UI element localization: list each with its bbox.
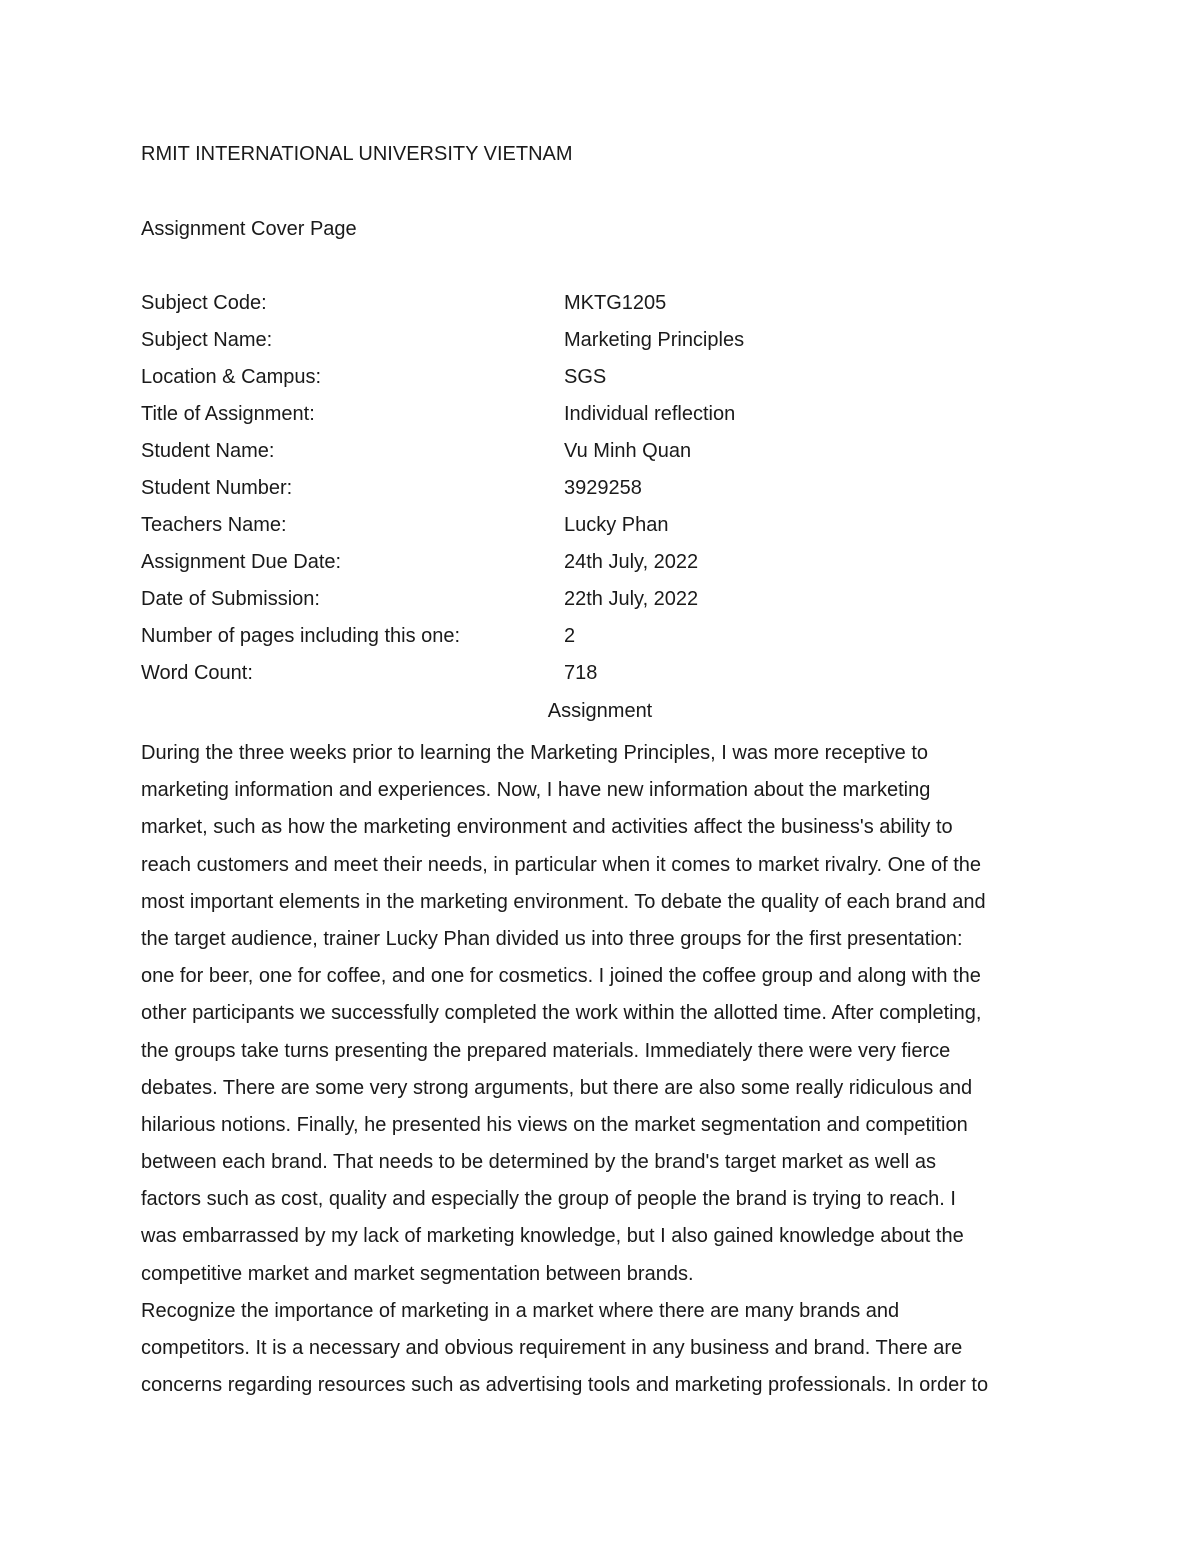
field-row-teachers-name — [141, 513, 1041, 550]
field-row-word-count — [141, 661, 1041, 698]
body-line: market, such as how the marketing environment and activities affect the business's ability to — [141, 816, 953, 839]
field-value: Individual reflection — [564, 403, 736, 425]
field-row-location-campus — [141, 365, 1041, 402]
field-value: 2 — [564, 625, 576, 647]
field-row-page-count — [141, 624, 1041, 661]
body-line: During the three weeks prior to learning the Marketing Principles, I was more receptive to — [141, 742, 929, 764]
field-label: Subject Name: — [141, 329, 273, 351]
field-value: 24th July, 2022 — [564, 551, 699, 573]
assignment-body-text — [141, 735, 1061, 1404]
field-label: Title of Assignment: — [141, 403, 315, 425]
body-line: the groups take turns presenting the prepared materials. Immediately there were very fierce — [141, 1039, 951, 1062]
field-row-subject-code — [141, 291, 1041, 328]
field-row-student-number — [141, 476, 1041, 513]
field-row-subject-name — [141, 328, 1041, 365]
field-row-student-name — [141, 439, 1041, 476]
field-value: Vu Minh Quan — [564, 440, 692, 462]
field-row-submission-date — [141, 587, 1041, 624]
body-line: Recognize the importance of marketing in a market where there are many brands and — [141, 1299, 900, 1322]
body-line: most important elements in the marketing environment. To debate the quality of each brand and — [141, 890, 986, 913]
body-line: other participants we successfully completed the work within the allotted time. After completing, — [141, 1002, 982, 1025]
field-label: Date of Submission: — [141, 588, 320, 610]
body-line: hilarious notions. Finally, he presented his views on the market segmentation and competition — [141, 1113, 968, 1136]
field-value: 3929258 — [564, 477, 642, 499]
assignment-heading: Assignment — [547, 700, 653, 722]
body-line: factors such as cost, quality and especially the group of people the brand is trying to reach. I — [141, 1188, 956, 1211]
cover-page-title: Assignment Cover Page — [141, 218, 357, 240]
field-label: Number of pages including this one: — [141, 625, 461, 647]
body-line: reach customers and meet their needs, in particular when it comes to market rivalry. One of the — [141, 853, 981, 876]
body-line: marketing information and experiences. Now, I have new information about the marketing — [141, 779, 931, 802]
field-row-due-date — [141, 550, 1041, 587]
field-label: Subject Code: — [141, 292, 267, 314]
field-label: Assignment Due Date: — [141, 551, 342, 573]
body-line: concerns regarding resources such as advertising tools and marketing professionals. In order to — [141, 1374, 989, 1397]
field-value: Lucky Phan — [564, 514, 669, 536]
university-name: RMIT INTERNATIONAL UNIVERSITY VIETNAM — [141, 143, 573, 165]
field-label: Location & Campus: — [141, 366, 322, 388]
body-line: competitors. It is a necessary and obvious requirement in any business and brand. There are — [141, 1337, 963, 1359]
field-value: SGS — [564, 366, 607, 388]
field-value: 22th July, 2022 — [564, 588, 699, 610]
body-line: was embarrassed by my lack of marketing knowledge, but I also gained knowledge about the — [141, 1225, 964, 1248]
field-label: Teachers Name: — [141, 514, 287, 536]
field-value: MKTG1205 — [564, 292, 667, 314]
body-line: competitive market and market segmentation between brands. — [141, 1262, 694, 1285]
field-row-assignment-title — [141, 402, 1041, 439]
body-line: between each brand. That needs to be determined by the brand's target market as well as — [141, 1151, 937, 1174]
field-value: 718 — [564, 662, 598, 684]
body-line: debates. There are some very strong arguments, but there are also some really ridiculous and — [141, 1076, 973, 1099]
body-line: one for beer, one for coffee, and one for cosmetics. I joined the coffee group and along with the — [141, 965, 981, 988]
field-value: Marketing Principles — [564, 329, 745, 351]
cover-details-table — [141, 291, 1041, 698]
field-label: Word Count: — [141, 662, 253, 684]
body-line: the target audience, trainer Lucky Phan divided us into three groups for the first presentation: — [141, 927, 963, 950]
field-label: Student Name: — [141, 440, 275, 462]
field-label: Student Number: — [141, 477, 293, 499]
